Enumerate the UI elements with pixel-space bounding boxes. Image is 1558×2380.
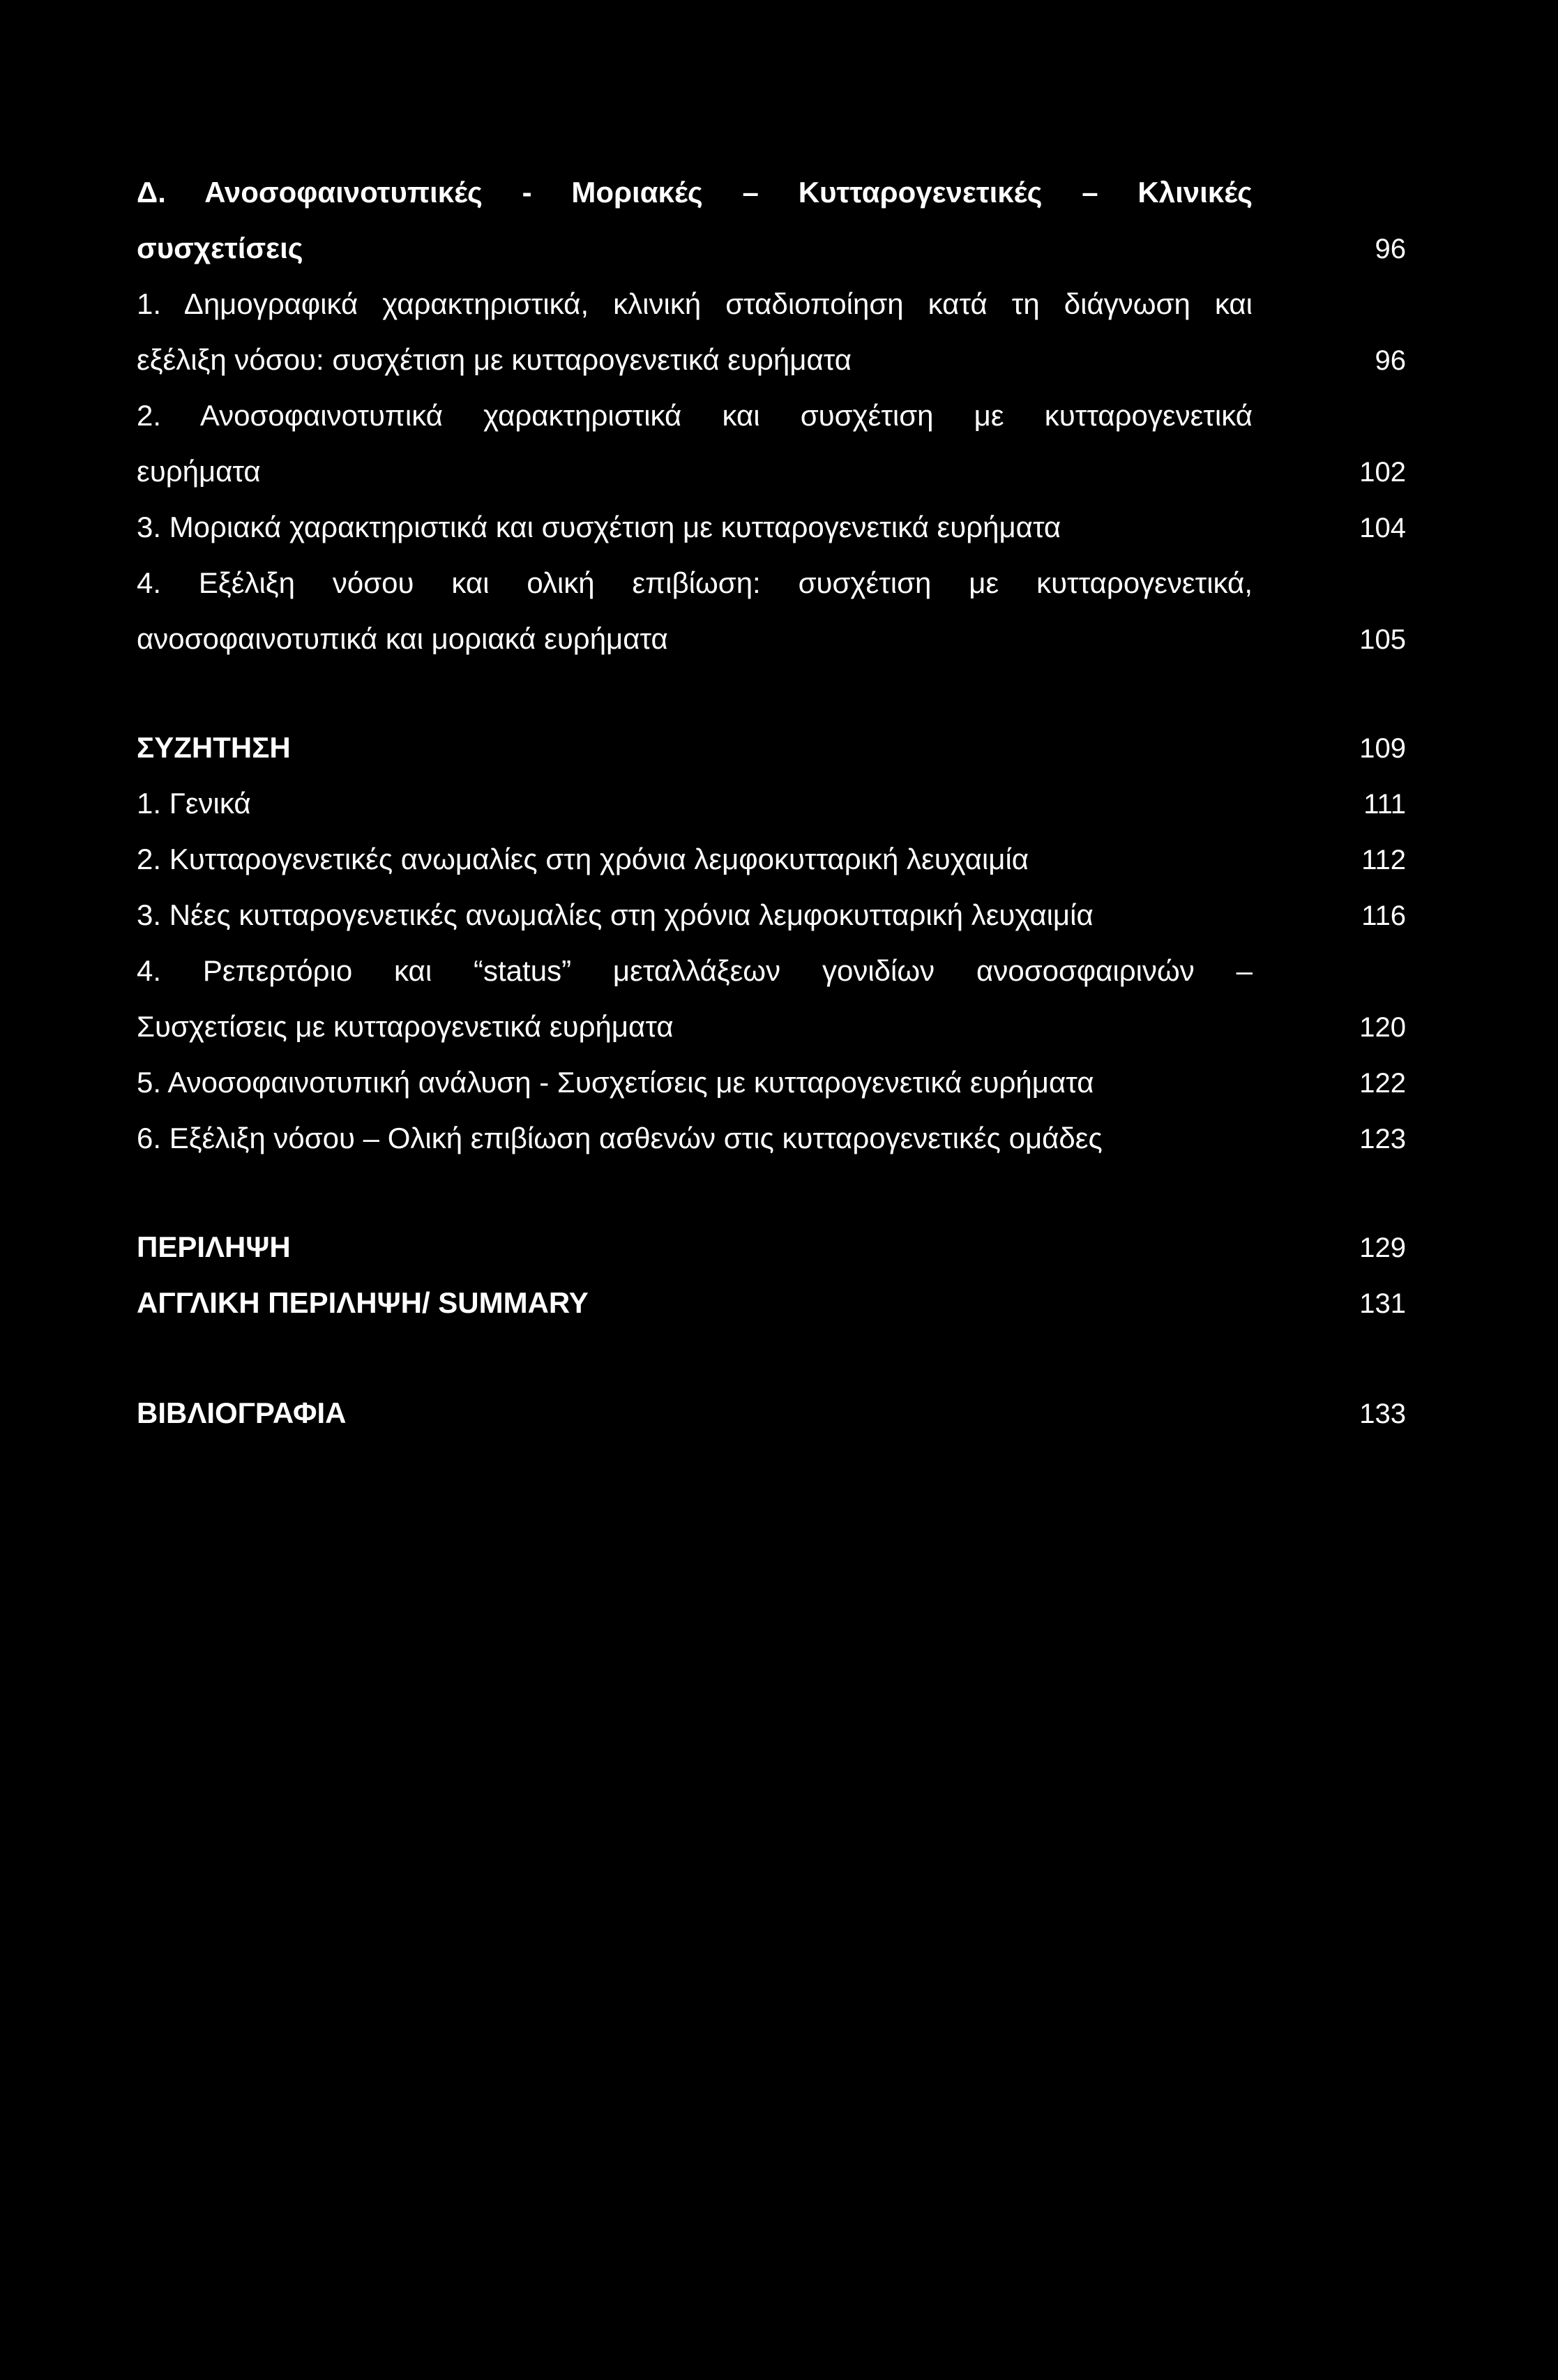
toc-item-disc1-line1: 1. Γενικά [137,787,251,820]
toc-item-disc4[interactable] [137,943,1406,1055]
toc-bibliography-title: ΒΙΒΛΙΟΓΡΑΦΙΑ [137,1396,347,1429]
toc-item-d4-row2 [137,611,1406,667]
toc-item-disc6-page: 123 [1359,1124,1406,1154]
toc-item-d1-row2 [137,332,1406,388]
toc-discussion[interactable] [137,720,1406,776]
toc-item-disc5-line1: 5. Ανοσοφαινοτυπική ανάλυση - Συσχετίσεις με κυτταρογενετικά ευρήματα [137,1066,1094,1099]
toc-item-d2-line2: ευρήματα [137,455,261,488]
toc-item-d1-page: 96 [1375,345,1406,376]
toc-section-d-title-line2: συσχετίσεις [137,232,303,264]
toc-item-disc6-row [137,1110,1406,1166]
toc-item-d3-page: 104 [1359,513,1406,543]
toc-section-d[interactable] [137,165,1406,276]
toc-item-disc4-page: 120 [1359,1012,1406,1043]
toc-bibliography-page: 133 [1359,1399,1406,1429]
toc-item-disc6[interactable] [137,1110,1406,1166]
toc-section-d-page: 96 [1375,234,1406,264]
toc-bibliography-row [137,1385,1406,1441]
toc-summary-english[interactable] [137,1275,1406,1331]
toc-item-d3-row1 [137,499,1406,555]
toc-item-d2[interactable] [137,388,1406,499]
toc-discussion-row [137,720,1406,776]
toc-item-disc3-line1: 3. Νέες κυτταρογενετικές ανωμαλίες στη χρόνια λεμφοκυτταρική λευχαιμία [137,898,1094,931]
toc-item-disc5-row [137,1055,1406,1110]
toc-item-disc4-row2 [137,999,1406,1055]
toc-item-disc2[interactable] [137,831,1406,887]
toc-item-disc3[interactable] [137,887,1406,943]
toc-gap [137,1331,1406,1385]
toc-item-disc4-line1: 4. Ρεπερτόριο και “status” μεταλλάξεων γονιδίων ανοσοσφαιρινών – [137,954,1253,987]
toc-item-disc4-row1 [137,943,1406,999]
toc-item-disc1-page: 111 [1363,789,1406,820]
toc-section-d-title-line1: Δ. Ανοσοφαινοτυπικές - Μοριακές – Κυτταρογενετικές – Κλινικές [137,176,1253,209]
toc-item-d2-page: 102 [1359,457,1406,488]
toc-summary-greek-title: ΠΕΡΙΛΗΨΗ [137,1230,291,1263]
toc-summary-english-row [137,1275,1406,1331]
toc-summary-greek-page: 129 [1359,1233,1406,1263]
toc-item-disc1[interactable] [137,776,1406,831]
toc-item-d4-line2: ανοσοφαινοτυπικά και μοριακά ευρήματα [137,622,668,655]
toc-item-disc5[interactable] [137,1055,1406,1110]
table-of-contents [137,165,1406,1441]
toc-section-d-line1 [137,165,1406,220]
toc-item-d4-page: 105 [1359,624,1406,655]
toc-summary-english-page: 131 [1359,1288,1406,1319]
toc-item-d4-row1 [137,555,1406,611]
toc-item-disc3-row [137,887,1406,943]
toc-item-d4[interactable] [137,555,1406,667]
toc-gap [137,1166,1406,1219]
toc-item-disc3-page: 116 [1361,901,1406,931]
toc-summary-greek[interactable] [137,1219,1406,1275]
toc-summary-english-title: ΑΓΓΛΙΚΗ ΠΕΡΙΛΗΨΗ/ SUMMARY [137,1286,589,1319]
toc-item-d1-line1: 1. Δημογραφικά χαρακτηριστικά, κλινική σταδιοποίηση κατά τη διάγνωση και [137,287,1253,320]
toc-item-disc2-line1: 2. Κυτταρογενετικές ανωμαλίες στη χρόνια λεμφοκυτταρική λευχαιμία [137,843,1029,875]
toc-section-d-line2 [137,220,1406,276]
toc-item-d3-line1: 3. Μοριακά χαρακτηριστικά και συσχέτιση με κυτταρογενετικά ευρήματα [137,511,1061,543]
toc-summary-greek-row [137,1219,1406,1275]
toc-item-d1[interactable] [137,276,1406,388]
toc-item-disc6-line1: 6. Εξέλιξη νόσου – Ολική επιβίωση ασθενών στις κυτταρογενετικές ομάδες [137,1122,1103,1154]
toc-item-d4-line1: 4. Εξέλιξη νόσου και ολική επιβίωση: συσχέτιση με κυτταρογενετικά, [137,566,1253,599]
toc-item-d2-row2 [137,444,1406,499]
toc-item-d1-line2: εξέλιξη νόσου: συσχέτιση με κυτταρογενετικά ευρήματα [137,343,852,376]
toc-item-disc5-page: 122 [1359,1068,1406,1099]
toc-discussion-page: 109 [1359,733,1406,764]
toc-item-d3[interactable] [137,499,1406,555]
toc-item-d1-row1 [137,276,1406,332]
toc-item-disc4-line2: Συσχετίσεις με κυτταρογενετικά ευρήματα [137,1010,674,1043]
toc-item-disc1-row [137,776,1406,831]
toc-discussion-title: ΣΥΖΗΤΗΣΗ [137,731,291,764]
toc-item-disc2-page: 112 [1361,845,1406,875]
toc-gap [137,667,1406,720]
toc-bibliography[interactable] [137,1385,1406,1441]
toc-item-d2-row1 [137,388,1406,444]
toc-item-d2-line1: 2. Ανοσοφαινοτυπικά χαρακτηριστικά και συσχέτιση με κυτταρογενετικά [137,399,1253,432]
toc-item-disc2-row [137,831,1406,887]
